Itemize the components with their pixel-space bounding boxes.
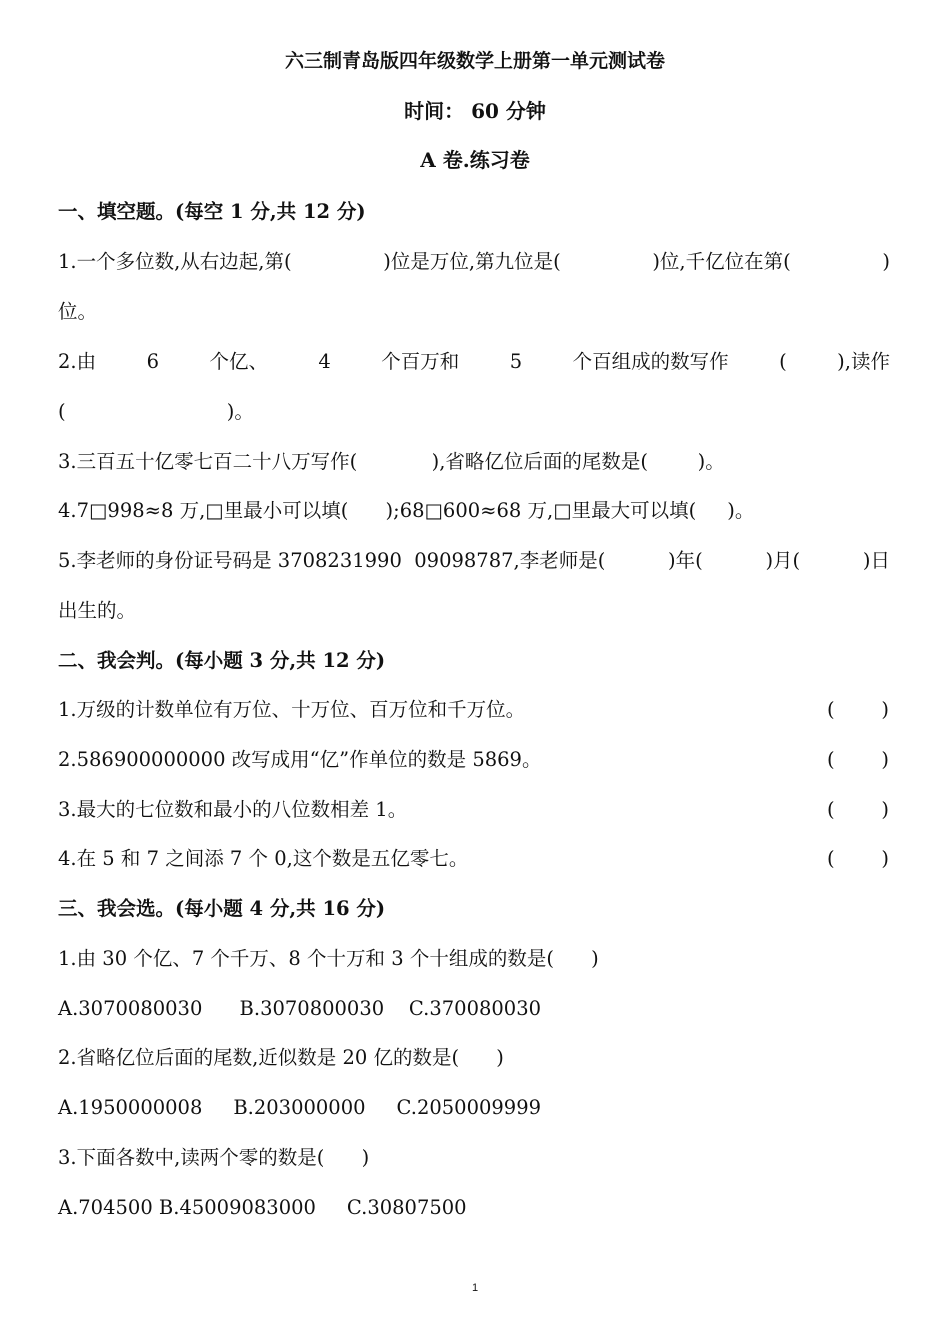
question-1-5 bbox=[58, 551, 890, 571]
q2-part: 4 bbox=[318, 350, 331, 373]
q1-part: 1.一个多位数,从右边起,第( bbox=[58, 250, 292, 273]
volume-label: A 卷.练习卷 bbox=[420, 148, 530, 172]
q2-part: ),读作 bbox=[837, 350, 890, 373]
q2-part: 2.由 bbox=[58, 350, 97, 373]
q5-part: )月( bbox=[765, 549, 801, 572]
judge-item-4: 4.在 5 和 7 之间添 7 个 0,这个数是五亿零七。 bbox=[58, 847, 469, 870]
answer-blank: ( ) bbox=[827, 748, 889, 771]
question-1-3: 3.三百五十亿零七百二十八万写作( ),省略亿位后面的尾数是( )。 bbox=[58, 450, 725, 473]
question-1-2 bbox=[58, 352, 890, 372]
question-1-1-cont: 位。 bbox=[58, 300, 98, 323]
choice-options-1: A.3070080030 B.3070800030 C.370080030 bbox=[58, 997, 542, 1020]
judge-item-3: 3.最大的七位数和最小的八位数相差 1。 bbox=[58, 798, 408, 821]
section-heading-judge: 二、我会判。(每小题 3 分,共 12 分) bbox=[58, 649, 386, 672]
section-heading-choice: 三、我会选。(每小题 4 分,共 16 分) bbox=[58, 897, 386, 920]
question-1-2-cont: ( )。 bbox=[58, 400, 254, 423]
page-number: 1 bbox=[471, 1282, 479, 1294]
q2-part: 个百组成的数写作 bbox=[572, 350, 729, 373]
q2-part: 个亿、 bbox=[209, 350, 268, 373]
q2-part: 6 bbox=[146, 350, 159, 373]
q2-part: ( bbox=[779, 350, 787, 373]
q2-part: 个百万和 bbox=[381, 350, 460, 373]
q1-part: ) bbox=[882, 250, 890, 273]
question-1-1 bbox=[58, 252, 890, 272]
time-limit: 时间： 60 分钟 bbox=[404, 99, 546, 123]
choice-question-1: 1.由 30 个亿、7 个千万、8 个十万和 3 个十组成的数是( ) bbox=[58, 947, 599, 970]
question-1-5-cont: 出生的。 bbox=[58, 599, 137, 622]
choice-options-3: A.704500 B.45009083000 C.30807500 bbox=[58, 1196, 467, 1219]
answer-blank: ( ) bbox=[827, 847, 889, 870]
judge-item-1: 1.万级的计数单位有万位、十万位、百万位和千万位。 bbox=[58, 698, 526, 721]
choice-options-2: A.1950000008 B.203000000 C.2050009999 bbox=[58, 1096, 542, 1119]
q5-part: )年( bbox=[668, 549, 703, 572]
section-heading-fill-blank: 一、填空题。(每空 1 分,共 12 分) bbox=[58, 200, 366, 223]
q1-part: )位是万位,第九位是( bbox=[383, 250, 561, 273]
judge-item-2: 2.586900000000 改写成用“亿”作单位的数是 5869。 bbox=[58, 748, 542, 771]
choice-question-2: 2.省略亿位后面的尾数,近似数是 20 亿的数是( ) bbox=[58, 1046, 504, 1069]
q1-part: )位,千亿位在第( bbox=[652, 250, 791, 273]
answer-blank: ( ) bbox=[827, 798, 889, 821]
choice-question-3: 3.下面各数中,读两个零的数是( ) bbox=[58, 1146, 370, 1169]
q5-part: 5.李老师的身份证号码是 3708231990 09098787,李老师是( bbox=[58, 549, 606, 572]
q5-part: )日 bbox=[862, 549, 890, 572]
answer-blank: ( ) bbox=[827, 698, 889, 721]
q2-part: 5 bbox=[509, 350, 523, 373]
question-1-4: 4.7□998≈8 万,□里最小可以填( );68□600≈68 万,□里最大可以填( )。 bbox=[58, 499, 755, 522]
doc-title: 六三制青岛版四年级数学上册第一单元测试卷 bbox=[284, 50, 665, 72]
